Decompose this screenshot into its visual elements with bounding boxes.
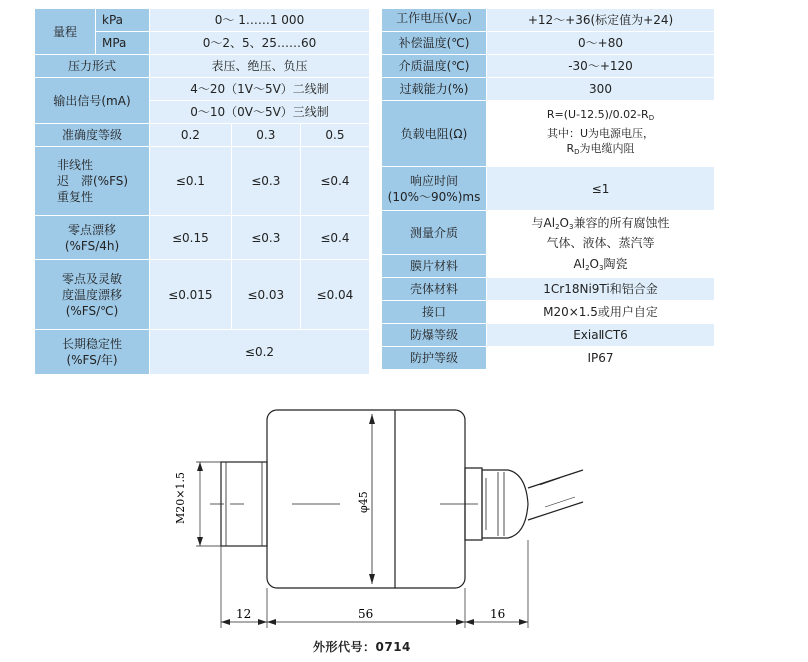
protection-label: 防护等级: [382, 347, 487, 370]
nonlinearity-value: ≤0.3: [231, 147, 300, 216]
accuracy-value: 0.3: [231, 124, 300, 147]
protection-value: IP67: [487, 347, 715, 370]
load-value: $R=(U-12.5)/0.02-R_D$ 其中：U为电源电压， $R_D$为电缆内阻: [487, 101, 715, 167]
zero-drift-value: ≤0.15: [150, 216, 232, 260]
nonlinearity-label: 非线性 迟 滞(%FS) 重复性: [35, 147, 150, 216]
diameter-label: φ45: [357, 491, 370, 513]
stability-label: 长期稳定性 (%FS/年): [35, 330, 150, 375]
range-label: 量程: [35, 9, 96, 55]
kpa-value: 0～ 1……1 000: [150, 9, 370, 32]
load-label: 负载电阻(Ω): [382, 101, 487, 167]
overload-value: 300: [487, 78, 715, 101]
comp-temp-label: 补偿温度(℃): [382, 32, 487, 55]
explosion-value: ExiaⅡCT6: [487, 324, 715, 347]
medium-label: 测量介质: [382, 211, 487, 255]
medium-value: 与$Al_2O_3$兼容的所有腐蚀性 气体、液体、蒸汽等: [487, 211, 715, 255]
mpa-value: 0～2、5、25……60: [150, 32, 370, 55]
explosion-label: 防爆等级: [382, 324, 487, 347]
interface-value: M20×1.5或用户自定: [487, 301, 715, 324]
voltage-value: +12～+36(标定值为+24): [487, 9, 715, 32]
temp-drift-value: ≤0.04: [300, 260, 369, 330]
zero-drift-label: 零点漂移 (%FS/4h): [35, 216, 150, 260]
medium-temp-value: -30～+120: [487, 55, 715, 78]
thread-label: M20×1.5: [174, 472, 187, 524]
nonlinearity-value: ≤0.4: [300, 147, 369, 216]
dim-middle-label: 56: [358, 607, 374, 621]
accuracy-label: 准确度等级: [35, 124, 150, 147]
pressure-form-label: 压力形式: [35, 55, 150, 78]
temp-drift-value: ≤0.015: [150, 260, 232, 330]
output-label: 输出信号(mA): [35, 78, 150, 124]
response-label: 响应时间 (10%～90%)ms: [382, 167, 487, 211]
temp-drift-value: ≤0.03: [231, 260, 300, 330]
stability-value: ≤0.2: [150, 330, 370, 375]
accuracy-value: 0.5: [300, 124, 369, 147]
zero-drift-value: ≤0.4: [300, 216, 369, 260]
response-value: ≤1: [487, 167, 715, 211]
zero-drift-value: ≤0.3: [231, 216, 300, 260]
temp-drift-label: 零点及灵敏 度温度漂移 (%FS/℃): [35, 260, 150, 330]
nonlinearity-value: ≤0.1: [150, 147, 232, 216]
output-value-2: 0～10（0V～5V）三线制: [150, 101, 370, 124]
pressure-form-value: 表压、绝压、负压: [150, 55, 370, 78]
diaphragm-value: $Al_2O_3$陶瓷: [487, 255, 715, 278]
overload-label: 过载能力(%): [382, 78, 487, 101]
shell-label: 壳体材料: [382, 278, 487, 301]
dim-right-label: 16: [490, 607, 506, 621]
output-value-1: 4～20（1V～5V）二线制: [150, 78, 370, 101]
shell-value: 1Cr18Ni9Ti和铝合金: [487, 278, 715, 301]
interface-label: 接口: [382, 301, 487, 324]
medium-temp-label: 介质温度(℃): [382, 55, 487, 78]
comp-temp-value: 0～+80: [487, 32, 715, 55]
accuracy-value: 0.2: [150, 124, 232, 147]
voltage-label: 工作电压$(V_{DC})$: [382, 9, 487, 32]
kpa-unit: kPa: [96, 9, 150, 32]
dim-left-label: 12: [236, 607, 252, 621]
figure-caption: 外形代号：0714: [313, 640, 411, 654]
cable: [528, 470, 583, 488]
mpa-unit: MPa: [96, 32, 150, 55]
diaphragm-label: 膜片材料: [382, 255, 487, 278]
